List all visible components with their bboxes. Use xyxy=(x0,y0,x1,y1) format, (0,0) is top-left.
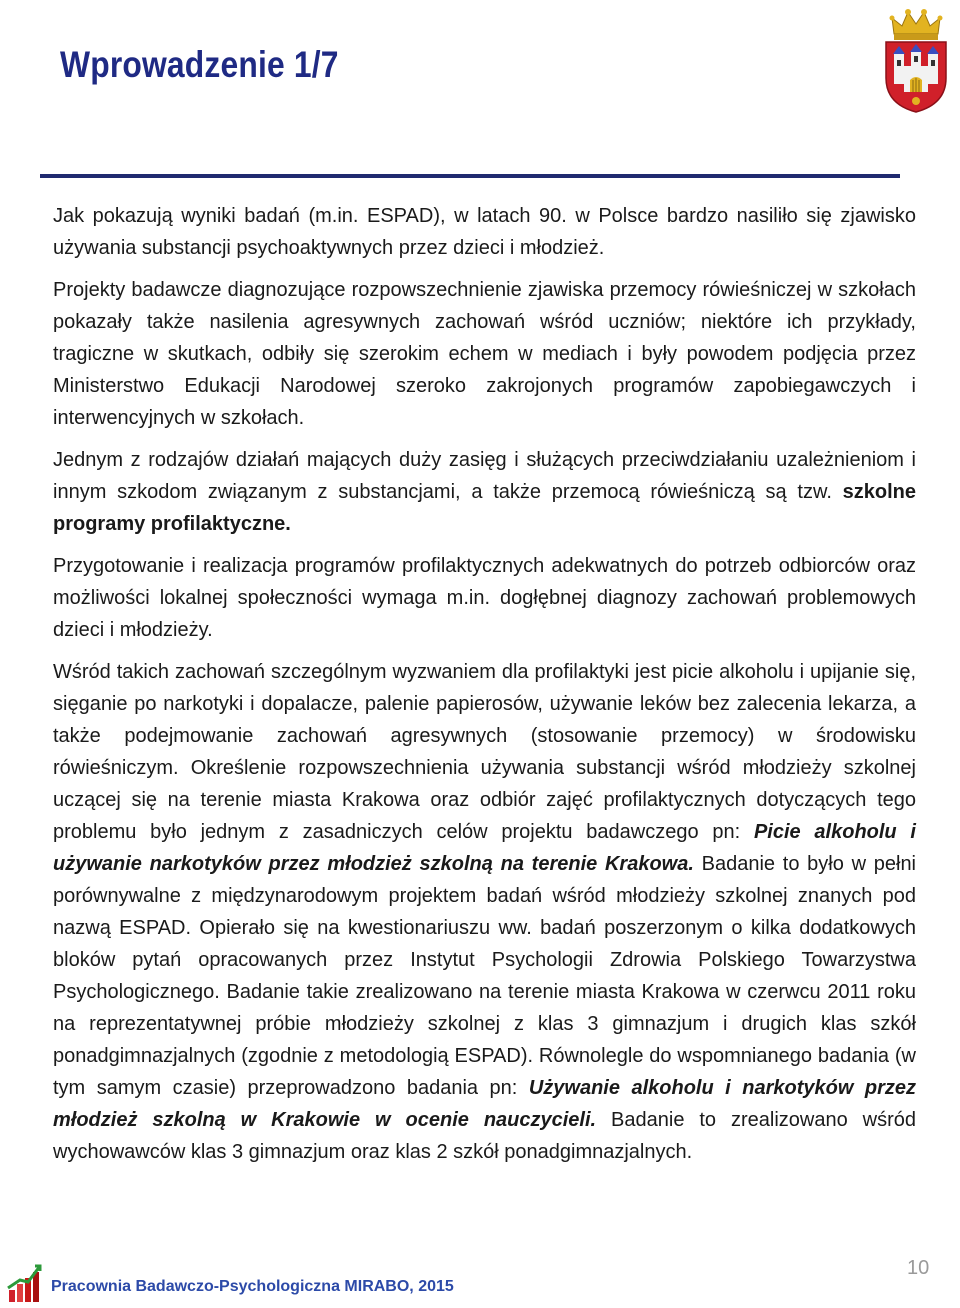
paragraph-5-text-a: Wśród takich zachowań szczególnym wyzwaniem dla profilaktyki jest picie alkoholu i upijanie się, sięganie po narkotyki i dopalacze, palenie papierosów, używanie leków bez zalecenia lekarza, a także podejmowanie zachowań agresywnych (stosowanie przemocy) w środowisku rówieśniczym. Określenie rozpowszechnienia używania substancji wśród młodzieży szkolnej uczącej się na terenie miasta Krakowa oraz odbiór zajęć profilaktycznych dotyczących tego problemu było jednym z zasadniczych celów projektu badawczego pn: xyxy=(53,661,916,843)
paragraph-5-text-e: Badanie to zrealizowano wśród wychowawców klas 3 gimnazjum oraz klas 2 szkół ponadgimnazjalnych. xyxy=(53,1109,917,1163)
krakow-coat-of-arms-icon xyxy=(880,4,952,114)
paragraph-4: Przygotowanie i realizacja programów profilaktycznych adekwatnych do potrzeb odbiorców oraz możliwości lokalnej społeczności wymaga m.in. dogłębnej diagnozy zachowań problemowych dzieci i młodzieży. xyxy=(53,555,916,641)
project-title-2: Używanie alkoholu i narkotyków przez młodzież szkolną w Krakowie w ocenie nauczycieli. xyxy=(53,1077,916,1131)
bar-chart-logo-icon xyxy=(6,1262,42,1304)
page-number: 10 xyxy=(907,1257,930,1279)
document-body xyxy=(53,200,916,1168)
paragraph-5 xyxy=(53,656,916,1168)
paragraph-3-text: Jednym z rodzajów działań mających duży zasięg i służących przeciwdziałaniu uzależnieniom i innym szkodom związanym z substancjami, a także przemocą rówieśniczą są tzw. xyxy=(53,449,916,503)
footer-organization: Pracownia Badawczo-Psychologiczna MIRABO, 2015 xyxy=(51,1278,454,1295)
header-divider xyxy=(40,174,900,178)
paragraph-3 xyxy=(53,444,916,540)
project-title-1: Picie alkoholu i używanie narkotyków przez młodzież szkolną na terenie Krakowa. xyxy=(53,821,916,875)
page-title: Wprowadzenie 1/7 xyxy=(60,44,339,85)
paragraph-1: Jak pokazują wyniki badań (m.in. ESPAD), w latach 90. w Polsce bardzo nasiliło się zjawisko używania substancji psychoaktywnych przez dzieci i młodzież. xyxy=(53,205,916,259)
paragraph-5-text-c: Badanie to było w pełni porównywalne z międzynarodowym projektem badań wśród młodzieży szkolnej znanych pod nazwą ESPAD. Opierało się na kwestionariuszu ww. badań poszerzonym o kilka dodatkowych bloków pytań opracowanych przez Instytut Psychologii Zdrowia Polskiego Towarzystwa Psychologicznego. Badanie takie zrealizowano na terenie miasta Krakowa w czerwcu 2011 roku na reprezentatywnej próbie młodzieży szkolnej z klas 3 gimnazjum i drugich klas szkół ponadgimnazjalnych (zgodnie z metodologią ESPAD). Równolegle do wspomnianego badania (w tym samym czasie) przeprowadzono badania pn: xyxy=(53,853,917,1099)
paragraph-2: Projekty badawcze diagnozujące rozpowszechnienie zjawiska przemocy rówieśniczej w szkołach pokazały także nasilenia agresywnych zachowań wśród uczniów; niektóre ich przykłady, tragiczne w skutkach, odbiły się szerokim echem w mediach i były powodem podjęcia przez Ministerstwo Edukacji Narodowej szeroko zakrojonych programów zapobiegawczych i interwencyjnych w szkołach. xyxy=(53,279,916,429)
paragraph-3-bold: szkolne programy profilaktyczne. xyxy=(53,481,916,535)
